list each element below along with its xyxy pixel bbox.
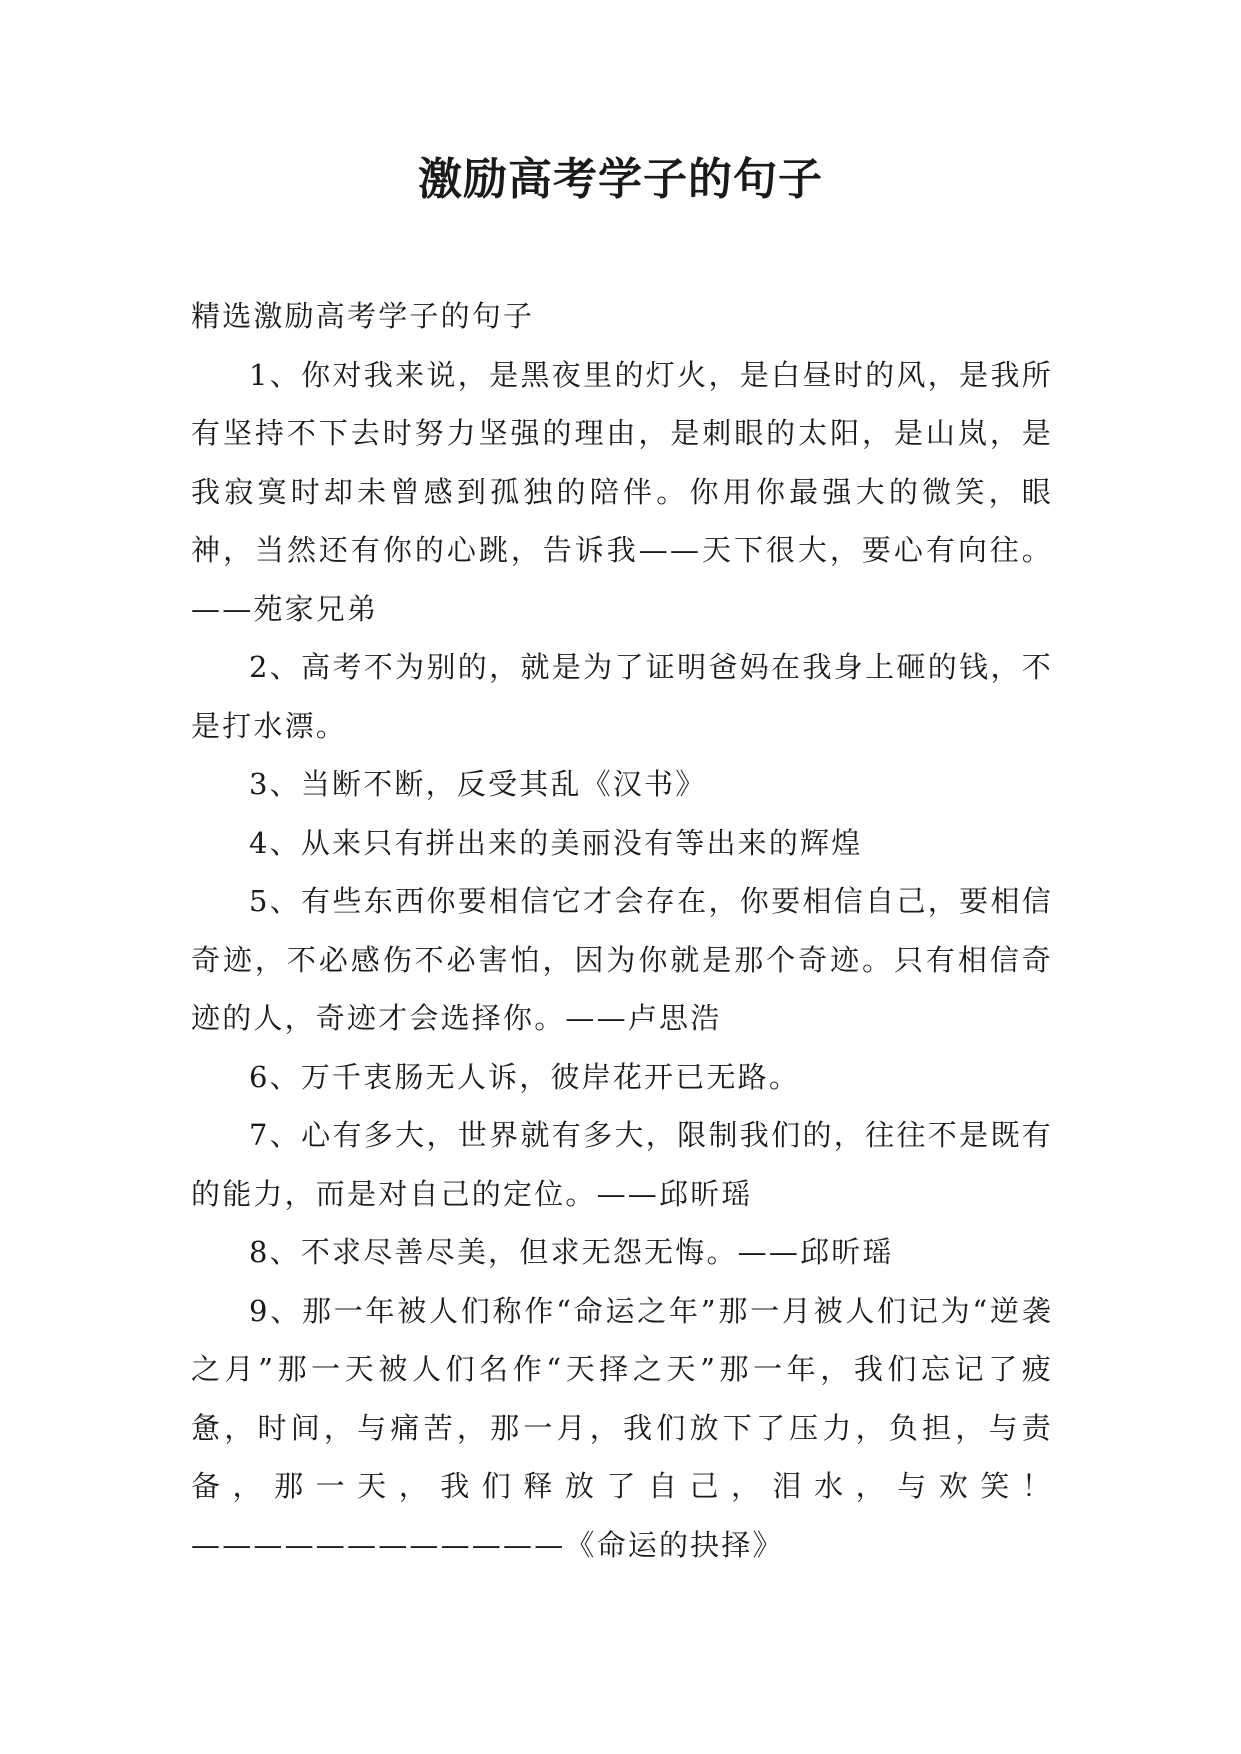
paragraph-6: 6、万千衷肠无人诉，彼岸花开已无路。 xyxy=(249,1059,801,1094)
paragraph-7: 7、心有多大，世界就有多大，限制我们的，往往不是既有的能力，而是对自己的定位。——邱昕瑶 xyxy=(191,1118,1053,1211)
paragraph-5: 5、有些东西你要相信它才会存在，你要相信自己，要相信奇迹，不必感伤不必害怕，因为你就是那个奇迹。只有相信奇迹的人，奇迹才会选择你。——卢思浩 xyxy=(191,884,1053,1035)
paragraph-4: 4、从来只有拼出来的美丽没有等出来的辉煌 xyxy=(249,825,863,860)
document-body xyxy=(191,287,1053,1574)
paragraph-2: 2、高考不为别的，就是为了证明爸妈在我身上砸的钱，不是打水漂。 xyxy=(191,650,1053,743)
page-title: 激励高考学子的句子 xyxy=(418,154,823,205)
subtitle: 精选激励高考学子的句子 xyxy=(191,299,535,333)
paragraph-3: 3、当断不断，反受其乱《汉书》 xyxy=(249,767,707,801)
paragraph-1: 1、你对我来说，是黑夜里的灯火，是白昼时的风，是我所有坚持不下去时努力坚强的理由，是刺眼的太阳，是山岚，是我寂寞时却未曾感到孤独的陪伴。你用你最强大的微笑，眼神，当然还有你的心跳，告诉我——天下很大，要心有向往。——苑家兄弟 xyxy=(191,357,1053,626)
paragraph-9: 9、那一年被人们称作“命运之年”那一月被人们记为“逆袭之月”那一天被人们名作“天择之天”那一年，我们忘记了疲惫，时间，与痛苦，那一月，我们放下了压力，负担，与责备，那一天，我们释放了自己，泪水，与欢笑！————————————《命运的抉择》 xyxy=(191,1293,1053,1562)
paragraph-8: 8、不求尽善尽美，但求无怨无悔。——邱昕瑶 xyxy=(249,1235,894,1269)
